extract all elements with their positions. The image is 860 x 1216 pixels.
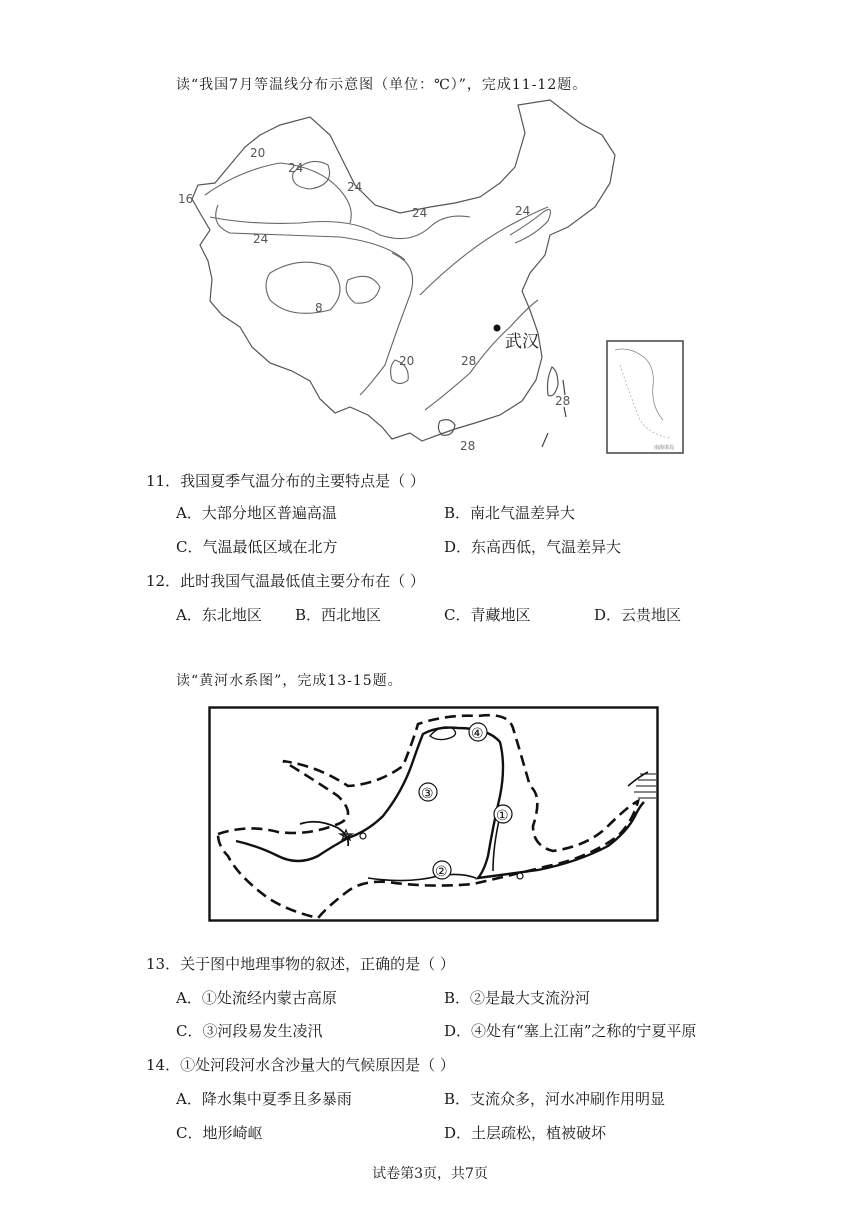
marker-1-label: ① [496, 808, 509, 824]
isotherm-label: 28 [555, 394, 571, 408]
isotherm-label: 16 [178, 192, 194, 206]
marker-3-label: ③ [421, 786, 434, 802]
isotherm-line [210, 216, 470, 238]
inset-label: 南海诸岛 [654, 445, 675, 451]
hainan-outline [438, 420, 455, 436]
question-11-stem: 11．我国夏季气温分布的主要特点是（ ） [146, 472, 425, 490]
marker-2 [433, 861, 451, 880]
isotherm-label: 24 [412, 206, 428, 220]
q14-option-b[interactable]: B．支流众多，河水冲刷作用明显 [444, 1090, 666, 1108]
q12-option-c[interactable]: C．青藏地区 [444, 606, 531, 624]
isotherm-label: 20 [399, 354, 415, 368]
marker-1 [494, 805, 512, 824]
q11-option-c[interactable]: C．气温最低区域在北方 [176, 538, 338, 556]
section-intro-yellow-river: 读“黄河水系图”，完成13-15题。 [176, 673, 403, 689]
china-july-isotherm-map [170, 95, 695, 460]
question-13-stem: 13．关于图中地理事物的叙述，正确的是（ ） [146, 955, 455, 973]
isotherm-line [266, 262, 340, 313]
q13-option-d[interactable]: D．④处有“塞上江南”之称的宁夏平原 [444, 1022, 697, 1040]
page-footer: 试卷第3页，共7页 [372, 1166, 488, 1182]
question-12-stem: 12．此时我国气温最低值主要分布在（ ） [146, 572, 425, 590]
isotherm-label: 28 [461, 354, 477, 368]
q11-option-a[interactable]: A．大部分地区普遍高温 [176, 504, 337, 522]
q14-option-c[interactable]: C．地形崎岖 [176, 1124, 263, 1142]
isotherm-line [425, 300, 538, 410]
map-frame [210, 708, 658, 921]
wuhan-dot [494, 325, 501, 332]
city-marker [517, 873, 523, 879]
q12-option-a[interactable]: A．东北地区 [176, 606, 262, 624]
wuhan-label: 武汉 [505, 332, 539, 352]
isotherm-label: 28 [460, 439, 476, 453]
south-china-sea-inset [607, 341, 683, 453]
isotherm-label: 24 [253, 232, 269, 246]
question-14-stem: 14．①处河段河水含沙量大的气候原因是（ ） [146, 1056, 455, 1074]
isotherm-label: 24 [347, 180, 363, 194]
marker-3 [419, 783, 437, 802]
q14-option-a[interactable]: A．降水集中夏季且多暴雨 [176, 1090, 352, 1108]
marker-4 [469, 723, 487, 742]
q14-option-d[interactable]: D．土层疏松，植被破坏 [444, 1124, 607, 1142]
isotherm-line [360, 253, 413, 395]
isotherm-label: 8 [315, 301, 323, 315]
marker-2-label: ② [435, 864, 448, 880]
isotherm-label: 24 [515, 204, 531, 218]
section-intro-isotherm: 读“我国7月等温线分布示意图（单位：℃）”，完成11-12题。 [176, 77, 588, 93]
isotherm-line [346, 276, 380, 303]
yellow-river-map [208, 706, 660, 926]
q13-option-a[interactable]: A．①处流经内蒙古高原 [176, 989, 337, 1007]
q11-option-d[interactable]: D．东高西低，气温差异大 [444, 538, 622, 556]
marker-4-label: ④ [471, 726, 484, 742]
city-marker [360, 833, 366, 839]
taiwan-outline [548, 367, 559, 396]
q13-option-c[interactable]: C．③河段易发生凌汛 [176, 1022, 323, 1040]
q11-option-b[interactable]: B．南北气温差异大 [444, 504, 576, 522]
isotherm-label: 20 [250, 146, 266, 160]
isotherm-label: 24 [288, 161, 304, 175]
q13-option-b[interactable]: B．②是最大支流汾河 [444, 989, 591, 1007]
q12-option-b[interactable]: B．西北地区 [295, 606, 382, 624]
q12-option-d[interactable]: D．云贵地区 [594, 606, 682, 624]
